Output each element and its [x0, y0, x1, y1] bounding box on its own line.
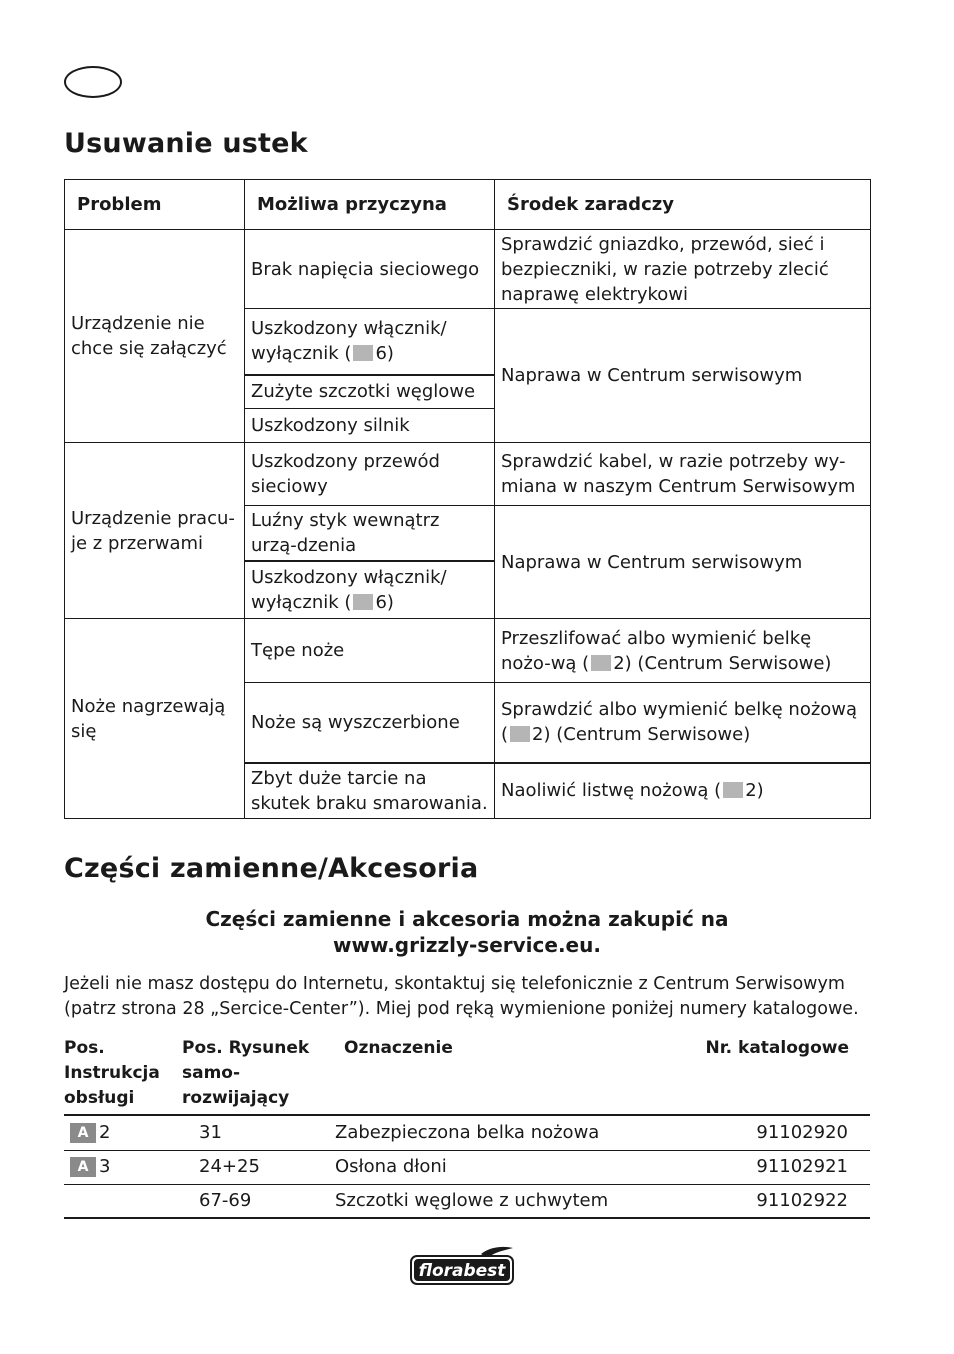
remedy-text: Naoliwić listwę nożową (	[501, 780, 722, 802]
header-catalog: Nr. katalogowe	[705, 1038, 849, 1058]
remedy-cell	[495, 619, 871, 683]
parts-header-rule	[64, 1114, 870, 1116]
figure-ref-icon	[353, 345, 373, 361]
figure-ref-icon	[591, 655, 611, 671]
remedy-cell	[495, 683, 871, 763]
header-name: Oznaczenie	[344, 1038, 453, 1058]
part-name-cell: Osłona dłoni	[335, 1156, 447, 1177]
troubleshooting-table	[64, 179, 871, 819]
parts-intro: Jeżeli nie masz dostępu do Internetu, skontaktuj się telefonicznie z Centrum Serwisowym (patrz strona 28 „Sercice-Center”). Miej pod ręką wymienione poniżej numery katalogowe.	[64, 974, 859, 1019]
row-rule	[64, 1150, 870, 1151]
pos-drawing-cell: 31	[199, 1122, 222, 1143]
cause-cell: Zbyt duże tarcie na skutek braku smarowania.	[245, 763, 495, 819]
figure-ref-text: 2) (Centrum Serwisowe)	[613, 652, 832, 674]
remedy-cell	[495, 763, 871, 819]
header-remedy: Środek zaradczy	[495, 180, 871, 230]
cause-cell: Uszkodzony silnik	[245, 409, 495, 443]
cause-text: Uszkodzony włącznik/ wyłącznik (	[251, 566, 447, 613]
figure-ref-text: 6)	[375, 591, 394, 613]
header-problem: Problem	[65, 180, 245, 230]
catalog-number-cell: 91102921	[756, 1156, 848, 1177]
cause-text: Uszkodzony włącznik/ wyłącznik (	[251, 318, 447, 365]
section-badge: A	[70, 1157, 96, 1177]
troubleshooting-title: Usuwanie ustek	[64, 128, 308, 159]
cause-cell: Luźny styk wewnątrz urzą-dzenia	[245, 506, 495, 561]
parts-subheading-line1: Części zamienne i akcesoria można zakupić na	[205, 907, 729, 931]
pos-manual-cell: 2	[99, 1122, 111, 1143]
figure-ref-text: 6)	[375, 343, 394, 365]
parts-title: Części zamienne/Akcesoria	[64, 853, 479, 884]
remedy-cell: Sprawdzić kabel, w razie potrzeby wy-miana w naszym Centrum Serwisowym	[495, 443, 871, 506]
cause-cell: Uszkodzony przewód sieciowy	[245, 443, 495, 506]
remedy-cell: Sprawdzić gniazdko, przewód, sieć i bezpieczniki, w razie potrzeby zlecić naprawę elektrykowi	[495, 230, 871, 309]
figure-ref-icon	[723, 782, 743, 798]
header-pos-manual: Pos. Instrukcja obsługi	[64, 1038, 160, 1108]
part-name-cell: Szczotki węglowe z uchwytem	[335, 1190, 609, 1211]
logo-text: florabest	[418, 1261, 506, 1281]
row-rule	[64, 1184, 870, 1185]
pos-drawing-cell: 67-69	[199, 1190, 252, 1211]
language-badge-oval	[64, 66, 122, 98]
cause-cell: Zużyte szczotki węglowe	[245, 375, 495, 409]
remedy-cell: Naprawa w Centrum serwisowym	[495, 309, 871, 443]
catalog-number-cell: 91102922	[756, 1190, 848, 1211]
cause-cell: Brak napięcia sieciowego	[245, 230, 495, 309]
figure-ref-icon	[510, 726, 530, 742]
parts-bottom-rule	[64, 1217, 870, 1219]
remedy-text: Przeszlifować albo wymienić belkę nożo-wą (	[501, 627, 812, 674]
remedy-cell: Naprawa w Centrum serwisowym	[495, 506, 871, 619]
section-badge: A	[70, 1123, 96, 1143]
remedy-text: Sprawdzić albo wymienić belkę nożową (	[501, 699, 858, 746]
problem-cell: Urządzenie nie chce się załączyć	[65, 230, 245, 443]
pos-manual-cell: 3	[99, 1156, 111, 1177]
parts-subheading-url: www.grizzly-service.eu.	[333, 933, 601, 957]
florabest-logo	[409, 1246, 515, 1286]
catalog-number-cell: 91102920	[756, 1122, 848, 1143]
problem-cell: Urządzenie pracu-je z przerwami	[65, 443, 245, 619]
problem-cell: Noże nagrzewają się	[65, 619, 245, 819]
figure-ref-text: 2) (Centrum Serwisowe)	[532, 724, 751, 746]
pos-drawing-cell: 24+25	[199, 1156, 260, 1177]
cause-cell: Noże są wyszczerbione	[245, 683, 495, 763]
header-pos-drawing: Pos. Rysunek samo-rozwijający	[182, 1038, 310, 1108]
part-name-cell: Zabezpieczona belka nożowa	[335, 1122, 600, 1143]
parts-subheading	[64, 906, 870, 958]
cause-cell	[245, 309, 495, 375]
cause-cell: Tępe noże	[245, 619, 495, 683]
figure-ref-icon	[353, 594, 373, 610]
cause-cell	[245, 561, 495, 619]
figure-ref-text: 2)	[745, 780, 764, 802]
header-cause: Możliwa przyczyna	[245, 180, 495, 230]
